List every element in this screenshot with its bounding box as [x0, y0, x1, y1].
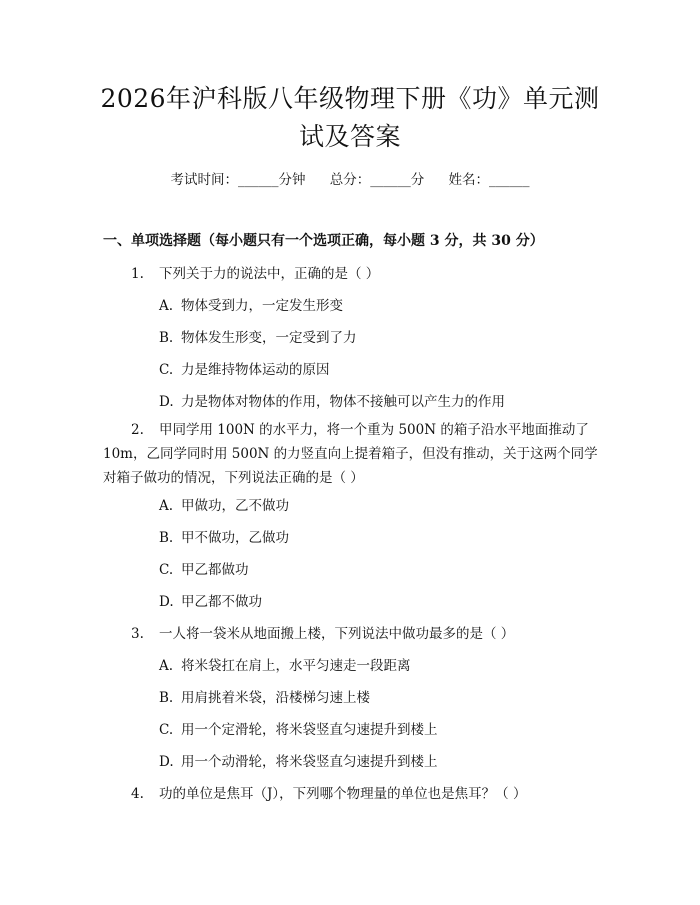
question-number: 4. — [131, 786, 144, 802]
question-3 — [131, 622, 514, 642]
option-text: 物体发生形变，一定受到了力 — [181, 330, 357, 346]
option-text: 力是维持物体运动的原因 — [181, 362, 330, 378]
question-text: 甲同学用 100N 的水平力，将一个重为 500N 的箱子沿水平地面推动了 10m，乙同学同时用 500N 的力竖直向上提着箱子，但没有推动，关于这两个同学对箱子做功的情况，下列说法正确的是（ ） — [103, 422, 598, 486]
title-line-2: 试及答案 — [298, 122, 401, 151]
option-text: 用肩挑着米袋，沿楼梯匀速上楼 — [181, 690, 370, 706]
question-1-option-c — [159, 358, 330, 378]
option-text: 将米袋扛在肩上，水平匀速走一段距离 — [181, 658, 411, 674]
option-text: 用一个定滑轮，将米袋竖直匀速提升到楼上 — [181, 722, 438, 738]
question-4 — [131, 782, 526, 802]
question-3-option-b — [159, 686, 370, 706]
question-3-option-c — [159, 718, 438, 738]
exam-time-field: 考试时间：______分钟 — [170, 172, 306, 188]
option-letter: D. — [159, 594, 174, 610]
question-2-option-a — [159, 494, 289, 514]
question-1-option-d — [159, 390, 505, 410]
question-text: 一人将一袋米从地面搬上楼，下列说法中做功最多的是（ ） — [159, 626, 515, 642]
option-letter: B. — [159, 330, 174, 346]
option-letter: B. — [159, 530, 174, 546]
option-letter: C. — [159, 362, 174, 378]
option-text: 力是物体对物体的作用，物体不接触可以产生力的作用 — [181, 394, 505, 410]
option-text: 物体受到力，一定发生形变 — [181, 298, 343, 314]
option-letter: A. — [159, 658, 174, 674]
title-line-1: 2026年沪科版八年级物理下册《功》单元测 — [100, 84, 600, 113]
student-name-field: 姓名：______ — [448, 172, 530, 188]
section-heading: 一、单项选择题（每小题只有一个选项正确，每小题 3 分，共 30 分） — [103, 233, 544, 249]
question-2 — [103, 418, 600, 490]
question-text: 功的单位是焦耳（J），下列哪个物理量的单位也是焦耳？（ ） — [159, 786, 527, 802]
option-letter: C. — [159, 562, 174, 578]
question-2-option-b — [159, 526, 289, 546]
question-2-option-d — [159, 590, 262, 610]
option-text: 甲做功，乙不做功 — [181, 498, 289, 514]
question-3-option-a — [159, 654, 411, 674]
option-letter: C. — [159, 722, 174, 738]
question-1 — [131, 262, 379, 282]
question-number: 1. — [131, 266, 144, 282]
option-letter: A. — [159, 498, 174, 514]
option-letter: B. — [159, 690, 174, 706]
total-score-field: 总分：______分 — [329, 172, 425, 188]
option-text: 甲乙都不做功 — [181, 594, 262, 610]
question-number: 2. — [131, 422, 144, 438]
question-3-option-d — [159, 750, 438, 770]
option-letter: A. — [159, 298, 174, 314]
option-text: 甲不做功，乙做功 — [181, 530, 289, 546]
option-text: 甲乙都做功 — [181, 562, 249, 578]
question-1-option-b — [159, 326, 357, 346]
exam-meta — [0, 168, 700, 188]
question-number: 3. — [131, 626, 144, 642]
question-text: 下列关于力的说法中，正确的是（ ） — [159, 266, 380, 282]
question-1-option-a — [159, 294, 343, 314]
document-title — [70, 80, 630, 156]
option-letter: D. — [159, 754, 174, 770]
option-text: 用一个动滑轮，将米袋竖直匀速提升到楼上 — [181, 754, 438, 770]
option-letter: D. — [159, 394, 174, 410]
question-2-option-c — [159, 558, 249, 578]
